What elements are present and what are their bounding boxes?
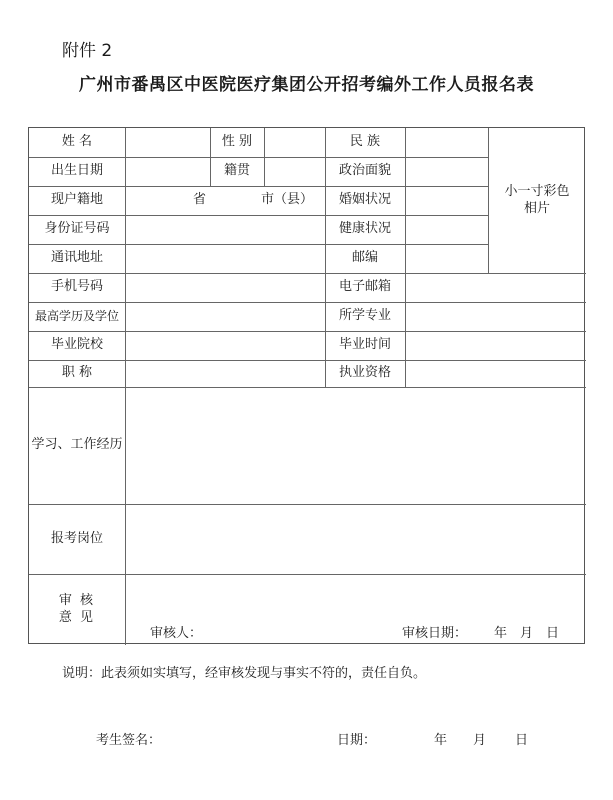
review-field[interactable] [126, 574, 586, 645]
label-major: 所学专业 [338, 308, 391, 324]
label-experience: 学习、工作经历 [31, 437, 123, 453]
instruction-note: 说明：此表须如实填写，经审核发现与事实不符的，责任自负。 [62, 666, 427, 681]
province-label: 省 [193, 192, 207, 208]
address-field[interactable] [126, 244, 325, 273]
native-place-field[interactable] [265, 157, 325, 186]
experience-field[interactable] [126, 387, 586, 504]
label-gender: 性 别 [221, 134, 253, 150]
label-id-number: 身份证号码 [44, 221, 110, 237]
position-field[interactable] [126, 504, 586, 574]
label-residence: 现户籍地 [50, 192, 103, 208]
label-ethnicity: 民 族 [349, 134, 381, 150]
label-postcode: 邮编 [351, 250, 378, 266]
label-grad-time: 毕业时间 [338, 337, 391, 353]
review-date-ymd: 年 月 日 [494, 626, 560, 642]
attachment-label: 附件 2 [62, 41, 113, 61]
birth-date-field[interactable] [126, 157, 210, 186]
label-school: 毕业院校 [50, 337, 103, 353]
ethnicity-field[interactable] [406, 128, 488, 157]
signature-date-label: 日期： [337, 733, 377, 748]
license-field[interactable] [406, 360, 586, 387]
name-field[interactable] [126, 128, 210, 157]
signature-label: 考生签名： [96, 733, 162, 748]
label-review: 审 核 意 见 [58, 592, 96, 625]
grad-time-field[interactable] [406, 331, 586, 360]
form-title: 广州市番禺区中医院医疗集团公开招考编外工作人员报名表 [79, 75, 534, 95]
postcode-field[interactable] [406, 244, 488, 273]
school-field[interactable] [126, 331, 325, 360]
label-native-place: 籍贯 [223, 163, 250, 179]
education-field[interactable] [126, 302, 325, 331]
label-education: 最高学历及学位 [34, 308, 119, 323]
photo-box[interactable]: 小一寸彩色 相片 [504, 183, 570, 216]
label-position: 报考岗位 [50, 530, 103, 546]
reviewer-label: 审核人： [150, 626, 203, 642]
label-license: 执业资格 [338, 365, 391, 381]
signature-day: 日 [515, 733, 529, 748]
label-address: 通讯地址 [50, 250, 103, 266]
label-mobile: 手机号码 [50, 279, 103, 295]
label-health: 健康状况 [338, 221, 391, 237]
political-status-field[interactable] [406, 157, 488, 186]
email-field[interactable] [406, 273, 586, 302]
label-job-title: 职 称 [61, 365, 93, 381]
marital-field[interactable] [406, 186, 488, 215]
id-number-field[interactable] [126, 215, 325, 244]
signature-year: 年 [434, 733, 448, 748]
label-marital: 婚姻状况 [338, 192, 391, 208]
signature-month: 月 [473, 733, 487, 748]
label-email: 电子邮箱 [338, 279, 391, 295]
gender-field[interactable] [265, 128, 325, 157]
registration-form-table [28, 127, 585, 644]
label-name: 姓 名 [61, 134, 93, 150]
label-birth-date: 出生日期 [50, 163, 103, 179]
job-title-field[interactable] [126, 360, 325, 387]
health-field[interactable] [406, 215, 488, 244]
label-political-status: 政治面貌 [338, 163, 391, 179]
residence-field[interactable] [126, 186, 325, 215]
city-label: 市（县） [261, 192, 314, 208]
mobile-field[interactable] [126, 273, 325, 302]
major-field[interactable] [406, 302, 586, 331]
review-date-label: 审核日期： [402, 626, 468, 642]
